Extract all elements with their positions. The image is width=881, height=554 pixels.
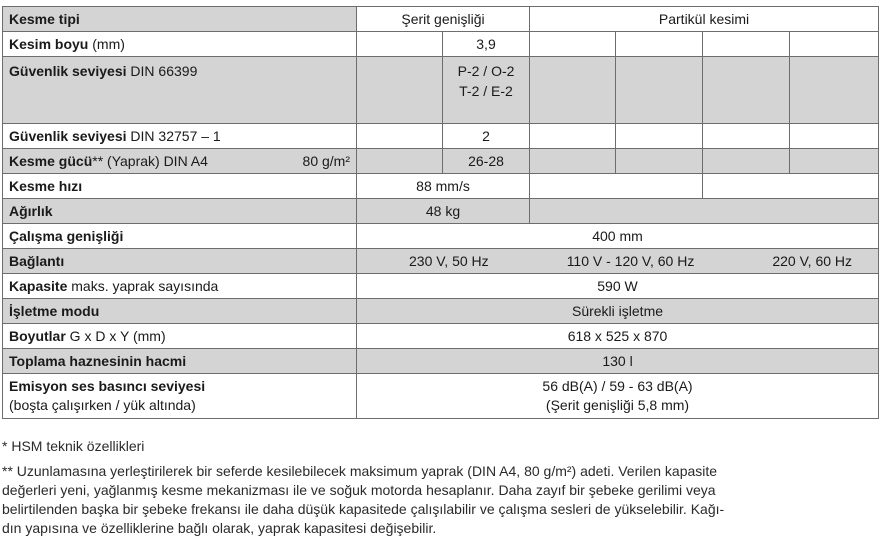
guvenlik-32757-strip: 2 [443, 124, 530, 149]
row-calisma: Çalışma genişliği 400 mm [3, 224, 879, 249]
row-kesme-gucu: Kesme gücü** (Yaprak) DIN A4 80 g/m² 26-28 [3, 149, 879, 174]
row-guvenlik-66399: Güvenlik seviyesi DIN 66399 P-2 / O-2 T-2 / E-2 [3, 57, 879, 124]
kapasite-value: 590 W [357, 274, 879, 299]
row-kesme-hizi: Kesme hızı 88 mm/s [3, 174, 879, 199]
footnote-2-line-1: ** Uzunlamasına yerleştirilerek bir seferde kesilebilecek maksimum yaprak (DIN A4, 80 g/m²) adeti. Verilen kapasite [2, 463, 718, 479]
kesme-gucu-strip: 26-28 [443, 149, 530, 174]
row-kapasite: Kapasite maks. yaprak sayısında 590 W [3, 274, 879, 299]
boyutlar-value: 618 x 525 x 870 [357, 324, 879, 349]
kesme-hizi-value: 88 mm/s [357, 174, 530, 199]
row-baglanti: Bağlantı 230 V, 50 Hz 110 V - 120 V, 60 Hz 220 V, 60 Hz [3, 249, 879, 274]
footnotes [2, 437, 878, 538]
row-agirlik: Ağırlık 48 kg [3, 199, 879, 224]
row-emisyon: Emisyon ses basıncı seviyesi (boşta çalışırken / yük altında) 56 dB(A) / 59 - 63 dB(A) (Şerit genişliği 5,8 mm) [3, 374, 879, 419]
baglanti-values: 230 V, 50 Hz 110 V - 120 V, 60 Hz 220 V, 60 Hz [357, 249, 879, 274]
footnote-2-line-2: değerleri yeni, yağlanmış kesme mekanizması ile ve soğuk motorda hesaplanır. Daha zayıf bir şebeke gerilimi veya [2, 482, 716, 498]
header-strip-cut: Şerit genişliği [357, 7, 530, 32]
row-isletme: İşletme modu Sürekli işletme [3, 299, 879, 324]
spec-table [2, 6, 879, 419]
header-row [3, 7, 879, 32]
footnote-2-line-3: belirtilenden başka bir şebeke frekansı ile daha düşük kapasitede çalışılabilir ve çalışma sesleri de yükselebilir. Kağı- [2, 501, 725, 517]
footnote-1: * HSM teknik özellikleri [2, 438, 145, 454]
row-boyutlar: Boyutlar G x D x Y (mm) 618 x 525 x 870 [3, 324, 879, 349]
agirlik-value: 48 kg [357, 199, 530, 224]
kesim-boyu-strip: 3,9 [443, 32, 530, 57]
row-kesim-boyu: Kesim boyu (mm) 3,9 [3, 32, 879, 57]
header-particle-cut: Partikül kesimi [530, 7, 879, 32]
footnote-2-line-4: dın yapısına ve özelliklerine bağlı olarak, yaprak kapasitesi değişebilir. [2, 520, 437, 536]
isletme-value: Sürekli işletme [357, 299, 879, 324]
row-hazne: Toplama haznesinin hacmi 130 l [3, 349, 879, 374]
calisma-value: 400 mm [357, 224, 879, 249]
hazne-value: 130 l [357, 349, 879, 374]
row-guvenlik-32757: Güvenlik seviyesi DIN 32757 – 1 2 [3, 124, 879, 149]
header-label: Kesme tipi [3, 7, 357, 32]
emisyon-value: 56 dB(A) / 59 - 63 dB(A) (Şerit genişliği 5,8 mm) [357, 374, 879, 419]
guvenlik-66399-strip: P-2 / O-2 T-2 / E-2 [443, 57, 530, 124]
